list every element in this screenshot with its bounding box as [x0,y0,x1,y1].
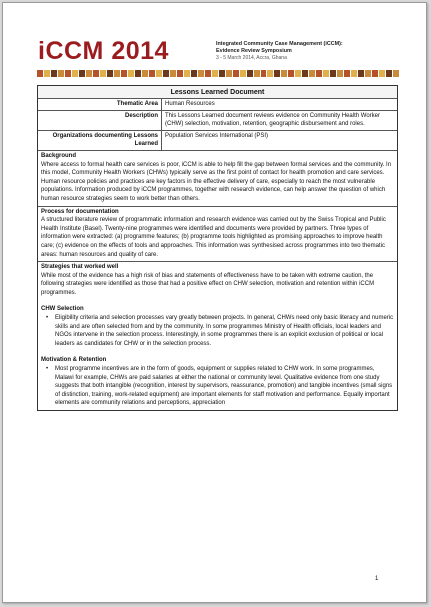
pattern-tile [107,70,113,77]
subtitle-line-2: Evidence Review Symposium [216,48,292,55]
list-item: • Eligibility criteria and selection processes vary greatly between projects. In general, CHWs need only basic literacy and numeric skills and are often selected from and by the community. In some programmes Ministry of Health officials, local leaders and NGOs intervene in the selection process. Interestingly, in some programmes there is an explicit exclusion of political or local leaders as candidates for CHW or in the selection process. [55,314,394,348]
pattern-tile [198,70,204,77]
pattern-tile [58,70,64,77]
field-label: Description [38,111,162,130]
pattern-tile [128,70,134,77]
pattern-tile [330,70,336,77]
section-background [38,151,397,207]
section-process [38,207,397,263]
pattern-tile [177,70,183,77]
section-text: Where access to formal health care services is poor, iCCM is able to help fill the gap between formal services and the community. In this model, Community Health Workers (CHWs) typically serve as the first point of contact for health promotion and care services. Human resource policies and practices are key factors in the effective delivery of care, especially to reach the most vulnerable populations. Information produced by iCCM programmes, together with research evidence, can help answer the question of which human resource strategies seem to work better than others. [41,161,392,202]
pattern-tile [233,70,239,77]
pattern-tile [135,70,141,77]
pattern-tile [191,70,197,77]
subsection-heading-motivation: Motivation & Retention [41,357,107,364]
pattern-tile [219,70,225,77]
pattern-tile [100,70,106,77]
pattern-tile [379,70,385,77]
pattern-tile [65,70,71,77]
pattern-tile [163,70,169,77]
section-text: A structured literature review of programmatic information and research evidence was carried out by the Swiss Tropical and Public Health Institute (Basel). Twenty-nine programmes were identified and documents were provided by partners. Three types of information were extracted: (a) programme features; (b) programme tools highlighted as promising approaches to improve health care; (c) evidence on the effects of tools and approaches. This information was synthesised across programmes into two thematic areas: human resources and quality of care. [41,217,386,258]
document-title: Lessons Learned Document [38,86,397,99]
lessons-learned-table [37,85,398,411]
pattern-tile [240,70,246,77]
subtitle-line-1: Integrated Community Case Management (iCCM): [216,41,343,47]
pattern-tile [302,70,308,77]
pattern-tile [351,70,357,77]
section-heading: Process for documentation [41,208,119,215]
subsection-heading-chw-selection: CHW Selection [41,306,84,313]
field-value: This Lessons Learned document reviews evidence on Community Health Worker (CHW) selection, motivation, retention, geographic disbursement and roles. [165,112,380,128]
pattern-tile [344,70,350,77]
pattern-tile [323,70,329,77]
pattern-tile [170,70,176,77]
iccm-logo: iCCM 2014 [38,37,169,65]
field-row-description [38,111,397,131]
field-row-organizations [38,131,397,151]
pattern-tile [393,70,399,77]
pattern-tile [184,70,190,77]
field-value: Population Services International (PSI) [165,132,269,139]
pattern-tile [226,70,232,77]
pattern-tile [156,70,162,77]
pattern-tile [212,70,218,77]
pattern-tile [44,70,50,77]
pattern-tile [309,70,315,77]
section-heading: Background [41,152,77,159]
pattern-tile [254,70,260,77]
section-heading: Strategies that worked well [41,264,119,271]
pattern-tile [93,70,99,77]
pattern-tile [316,70,322,77]
section-text: While most of the evidence has a high risk of bias and statements of effectiveness have to be taken with extreme caution, the following strategies were identified as those that had a positive effect on CHW selection, motivation and retention within iCCM programmes. [41,272,375,296]
page-number: 1 [375,576,379,582]
pattern-tile [247,70,253,77]
pattern-tile [37,70,43,77]
field-label: Thematic Area [38,99,162,110]
pattern-tile [149,70,155,77]
field-row-thematic-area [38,99,397,111]
pattern-tile [86,70,92,77]
pattern-tile [51,70,57,77]
motivation-list [41,365,394,408]
pattern-tile [72,70,78,77]
pattern-tile [295,70,301,77]
pattern-tile [142,70,148,77]
pattern-tile [386,70,392,77]
list-item: • Most programme incentives are in the form of goods, equipment or supplies related to CHW work. In some programmes, Malawi for example, CHWs are paid salaries at either the national or community level. Qualitative evidence from one study suggests that both intangible (recognition, interest by supervisors, reassurance, promotion) and tangible incentives (small signs of distinction, training, work-related equipment) are important elements for staff motivation and performance. Equally important elements are community relations and perceptions, appreciation [55,365,394,408]
pattern-tile [261,70,267,77]
pattern-tile [79,70,85,77]
pattern-tile [281,70,287,77]
subtitle-line-3: 3 - 5 March 2014, Accra, Ghana [216,55,287,62]
pattern-tile [267,70,273,77]
pattern-tile [372,70,378,77]
pattern-tile [365,70,371,77]
pattern-tile [337,70,343,77]
field-value: Human Resources [165,101,215,107]
field-label: Organizations documenting Lessons Learned [38,131,162,150]
pattern-tile [121,70,127,77]
pattern-tile [274,70,280,77]
chw-selection-list [41,314,394,348]
section-strategies [38,262,397,410]
pattern-tile [114,70,120,77]
decorative-pattern-band [37,70,399,77]
document-page [2,2,427,603]
pattern-tile [205,70,211,77]
symposium-subtitle [216,41,416,63]
pattern-tile [358,70,364,77]
pattern-tile [288,70,294,77]
